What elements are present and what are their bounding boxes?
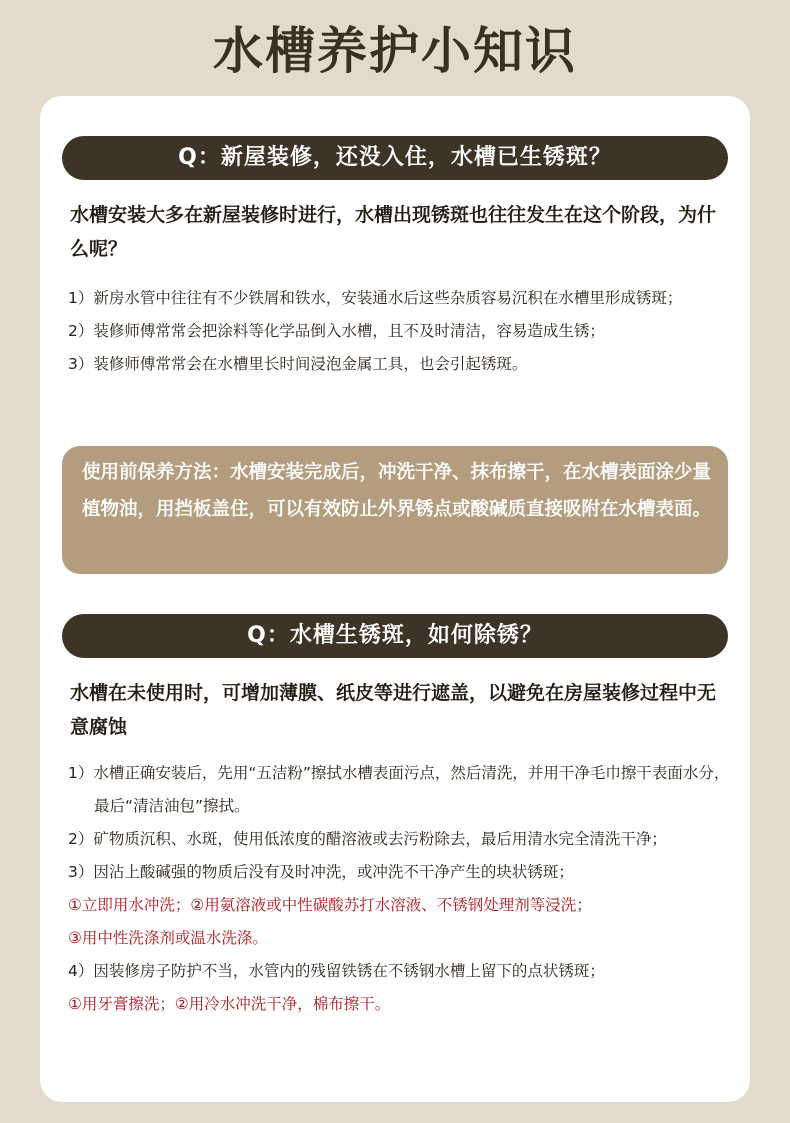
- list-item: 3）装修师傅常常会在水槽里长时间浸泡金属工具，也会引起锈斑。: [68, 355, 528, 373]
- list-item: 4）因装修房子防护不当，水管内的残留铁锈在不锈钢水槽上留下的点状锈斑；: [68, 962, 605, 980]
- list-item: 1）水槽正确安装后，先用“五洁粉”擦拭水槽表面污点，然后清洗，并用干净毛巾擦干表面水分，最后“清洁油包”擦拭。: [68, 764, 730, 815]
- list-item: 2）装修师傅常常会把涂料等化学品倒入水槽，且不及时清洁，容易造成生锈；: [68, 322, 605, 340]
- list-item-remedy: ①用牙膏擦洗；②用冷水冲洗干净，棉布擦干。: [68, 995, 391, 1013]
- list-item-remedy: ①立即用水冲洗；②用氨溶液或中性碳酸苏打水溶液、不锈钢处理剂等浸洗；: [68, 896, 592, 914]
- list-item: 2）矿物质沉积、水斑，使用低浓度的醋溶液或去污粉除去，最后用清水完全清洗干净；: [68, 830, 667, 848]
- section-1-list: [68, 282, 736, 381]
- maintenance-method-text: 使用前保养方法：水槽安装完成后，冲洗干净、抹布擦干，在水槽表面涂少量植物油，用挡板盖住，可以有效防止外界锈点或酸碱质直接吸附在水槽表面。: [82, 462, 712, 520]
- question-1-banner: Q：新屋装修，还没入住，水槽已生锈斑？: [62, 136, 728, 180]
- section-1-lead: 水槽安装大多在新屋装修时进行，水槽出现锈斑也往往发生在这个阶段，为什么呢？: [70, 204, 717, 260]
- content-card: [40, 96, 750, 1102]
- list-item: 1）新房水管中往往有不少铁屑和铁水，安装通水后这些杂质容易沉积在水槽里形成锈斑；: [68, 289, 683, 307]
- section-2-lead: 水槽在未使用时，可增加薄膜、纸皮等进行遮盖，以避免在房屋装修过程中无意腐蚀: [70, 682, 717, 738]
- list-item-remedy: ③用中性洗涤剂或温水洗涤。: [68, 929, 268, 947]
- maintenance-method-box: [62, 446, 728, 574]
- question-2-banner: Q：水槽生锈斑，如何除锈？: [62, 614, 728, 658]
- page-title: 水槽养护小知识: [213, 22, 577, 80]
- list-item: 3）因沾上酸碱强的物质后没有及时冲洗，或冲洗不干净产生的块状锈斑；: [68, 863, 574, 881]
- section-2-list: [68, 757, 736, 1021]
